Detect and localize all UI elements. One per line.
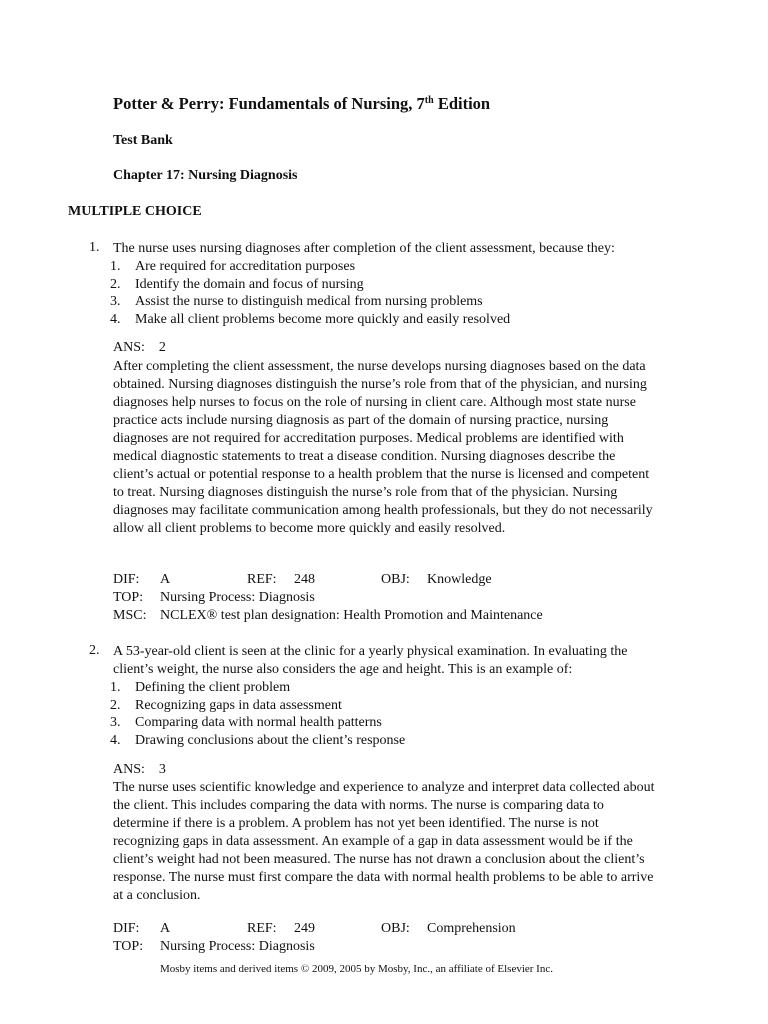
option-text: Assist the nurse to distinguish medical from nursing problems — [135, 294, 483, 309]
dif-label: DIF: — [113, 921, 140, 936]
dif-value: A — [160, 921, 171, 936]
msc-label: MSC: — [113, 608, 147, 623]
obj-label: OBJ: — [381, 921, 410, 936]
answer-rationale: The nurse uses scientific knowledge and experience to analyze and interpret data collected about the client. This includes comparing the data with norms. The nurse is comparing data to determine if there is a problem. A problem has not yet been identified. The nurse is not recognizing gaps in data assessment. An example of a gap in data assessment would be if the client’s weight had not been measured. The nurse has not drawn a conclusion about the client’s response. The nurse must first compare the data with normal health problems to be able to arrive at a conclusion. — [113, 780, 655, 903]
option-number: 4. — [110, 311, 121, 327]
section-heading: MULTIPLE CHOICE — [68, 204, 202, 219]
option-text: Are required for accreditation purposes — [135, 259, 356, 274]
copyright-footer: Mosby items and derived items © 2009, 2005 by Mosby, Inc., an affiliate of Elsevier Inc. — [160, 963, 553, 975]
answer-value: 2 — [158, 340, 166, 355]
title-superscript: th — [424, 95, 434, 106]
dif-label: DIF: — [113, 572, 140, 587]
option-number: 2. — [110, 276, 121, 292]
option-number: 3. — [110, 715, 121, 730]
obj-value: Knowledge — [427, 572, 492, 587]
option-number: 1. — [110, 259, 121, 274]
question-text: The nurse uses nursing diagnoses after completion of the client assessment, because they: — [113, 241, 615, 256]
question-number: 2. — [89, 643, 100, 658]
answer-line — [113, 340, 166, 356]
option-number: 3. — [110, 294, 121, 309]
ref-value: 249 — [294, 921, 315, 936]
document-title: Potter & Perry: Fundamentals of Nursing, 7th Edition — [113, 94, 491, 113]
answer-line — [113, 762, 166, 778]
answer-label: ANS: — [113, 762, 145, 777]
option-text: Comparing data with normal health patterns — [135, 715, 382, 730]
option-text: Identify the domain and focus of nursing — [135, 276, 364, 292]
ref-label: REF: — [247, 921, 277, 936]
answer-rationale: After completing the client assessment, the nurse develops nursing diagnoses based on the data obtained. Nursing diagnoses distinguish the nurse’s role from that of the physician, and nursing diagnoses help nurses to focus on the role of nursing in client care. Although most state nurse practice acts include nursing diagnosis as part of the domain of nursing practice, nursing diagnoses are not required for accreditation purposes. Medical problems are identified with medical diagnostic statements to treat a disease condition. Nursing diagnoses describe the client’s actual or potential response to a health problem that the nurse is licensed and competent to treat. Nursing diagnoses distinguish the nurse’s role from that of the physician. Nursing diagnoses may facilitate communication among health professionals, but they do not necessarily allow all client problems to become more quickly and easily resolved. — [113, 359, 653, 536]
question-number: 1. — [89, 240, 100, 255]
ref-label: REF: — [247, 572, 277, 587]
option-number: 2. — [110, 697, 121, 713]
obj-label: OBJ: — [381, 572, 410, 587]
msc-value: NCLEX® test plan designation: Health Promotion and Maintenance — [160, 608, 543, 623]
document-subtitle: Test Bank — [113, 133, 173, 148]
question-text: A 53-year-old client is seen at the clinic for a yearly physical examination. In evaluating the client’s weight, the nurse also considers the age and height. This is an example of: — [113, 644, 628, 677]
dif-value: A — [160, 572, 171, 587]
ref-value: 248 — [294, 572, 315, 587]
option-text: Defining the client problem — [135, 680, 291, 695]
top-label: TOP: — [113, 939, 144, 954]
obj-value: Comprehension — [427, 921, 516, 936]
top-value: Nursing Process: Diagnosis — [160, 939, 315, 954]
option-number: 4. — [110, 732, 121, 748]
chapter-heading: Chapter 17: Nursing Diagnosis — [113, 168, 298, 183]
answer-label: ANS: — [113, 340, 145, 355]
option-text: Drawing conclusions about the client’s response — [135, 732, 406, 748]
top-label: TOP: — [113, 590, 144, 605]
option-number: 1. — [110, 680, 121, 695]
answer-value: 3 — [158, 762, 166, 777]
top-value: Nursing Process: Diagnosis — [160, 590, 315, 605]
option-text: Recognizing gaps in data assessment — [135, 697, 342, 713]
option-text: Make all client problems become more quickly and easily resolved — [135, 311, 511, 327]
